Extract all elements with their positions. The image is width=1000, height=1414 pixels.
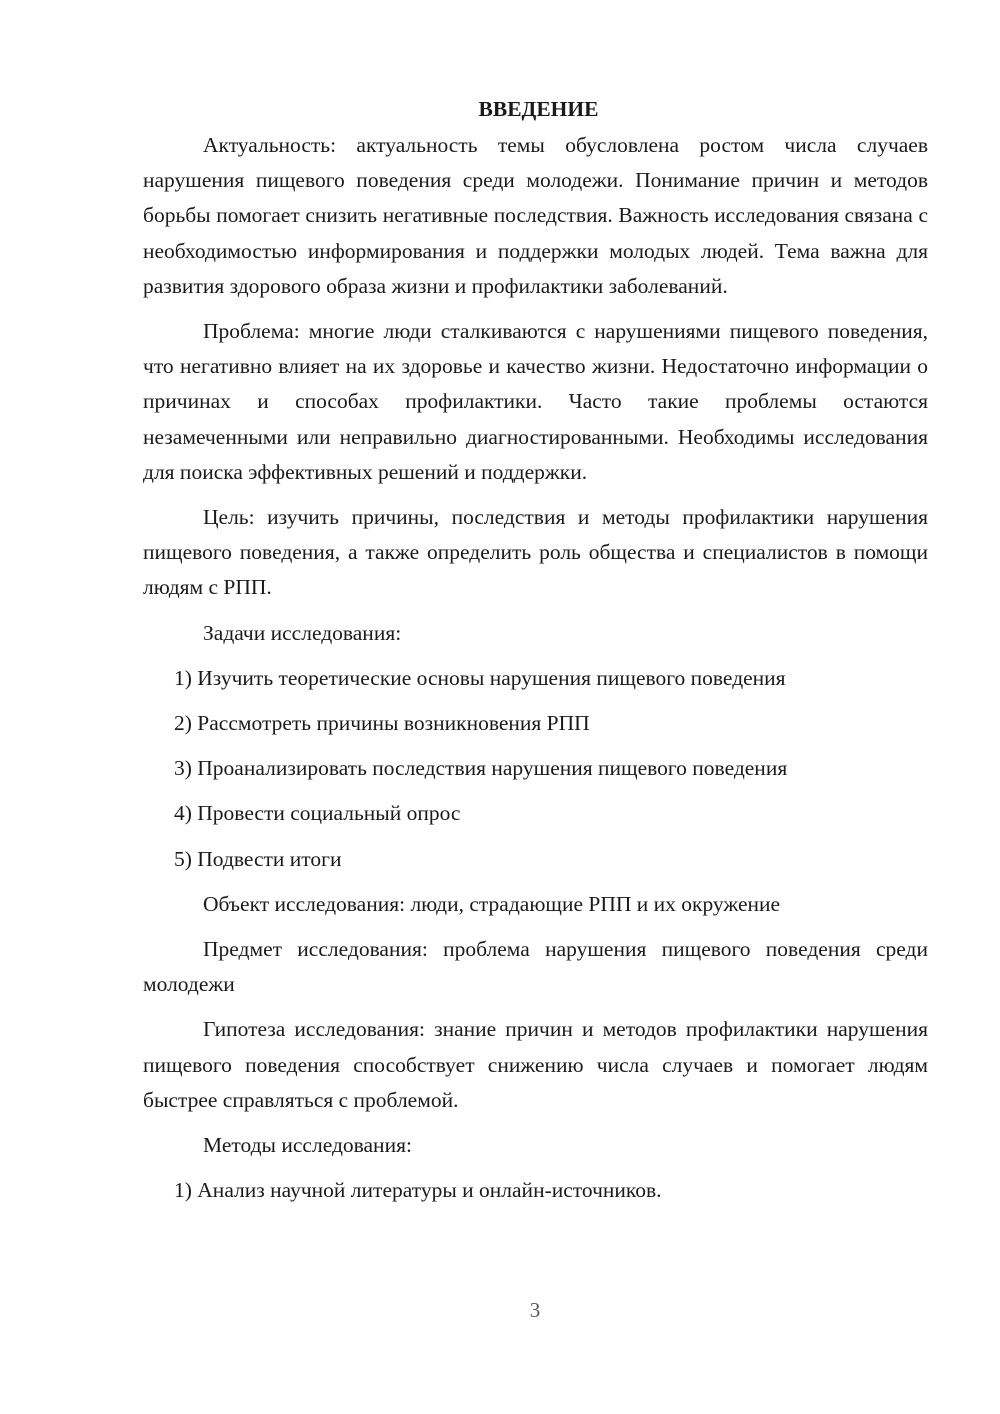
section-title: ВВЕДЕНИЕ	[478, 97, 599, 121]
list-item: 4) Провести социальный опрос	[174, 801, 461, 826]
page-number: 3	[529, 1298, 541, 1322]
list-item: 1) Анализ научной литературы и онлайн-источников.	[174, 1178, 662, 1203]
tasks-heading: Задачи исследования:	[203, 620, 402, 645]
tasks-list	[143, 661, 928, 877]
research-hypothesis: Гипотеза исследования: знание причин и методов профилактики нарушения пищевого поведения способствует снижению числа случаев и помогает людям быстрее справляться с проблемой.	[143, 1017, 928, 1112]
list-item: 1) Изучить теоретические основы нарушения пищевого поведения	[174, 665, 786, 690]
paragraph-relevance: Актуальность: актуальность темы обусловлена ростом числа случаев нарушения пищевого поведения среди молодежи. Понимание причин и методов борьбы помогает снизить негативные последствия. Важность исследования связана с необходимостью информирования и поддержки молодых людей. Тема важна для развития здорового образа жизни и профилактики заболеваний.	[143, 133, 928, 298]
paragraph-goal: Цель: изучить причины, последствия и методы профилактики нарушения пищевого поведения, а также определить роль общества и специалистов в помощи людям с РПП.	[143, 505, 928, 600]
methods-heading: Методы исследования:	[203, 1133, 412, 1158]
list-item: 2) Рассмотреть причины возникновения РПП	[174, 711, 590, 736]
list-item: 5) Подвести итоги	[174, 846, 342, 871]
list-item: 3) Проанализировать последствия нарушения пищевого поведения	[174, 756, 788, 781]
methods-list	[143, 1173, 928, 1208]
research-subject: Предмет исследования: проблема нарушения пищевого поведения среди молодежи	[143, 937, 928, 997]
document-page	[143, 92, 928, 1218]
paragraph-problem: Проблема: многие люди сталкиваются с нарушениями пищевого поведения, что негативно влияет на их здоровье и качество жизни. Недостаточно информации о причинах и способах профилактики. Часто такие проблемы остаются незамеченными или неправильно диагностированными. Необходимы исследования для поиска эффективных решений и поддержки.	[143, 319, 928, 484]
research-object: Объект исследования: люди, страдающие РПП и их окружение	[203, 891, 781, 916]
